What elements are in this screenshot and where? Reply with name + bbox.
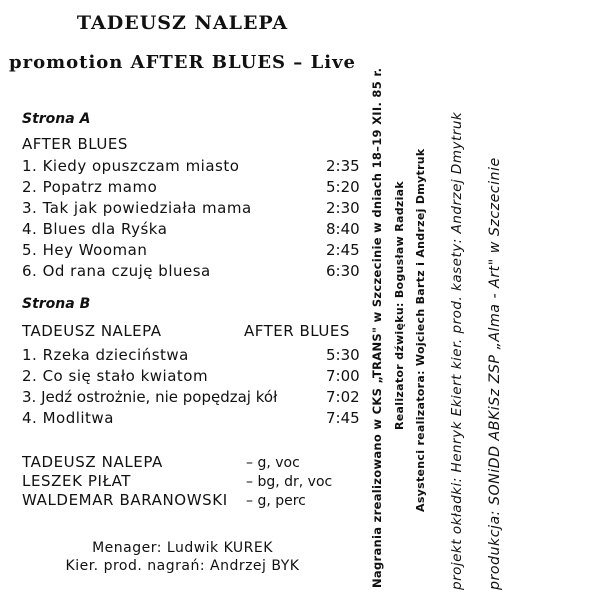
- side-a-band: AFTER BLUES: [22, 135, 128, 153]
- side-a-track-2: 2. Popatrz mamo: [22, 178, 158, 196]
- musician-3-name: WALDEMAR BARANOWSKI: [22, 491, 228, 509]
- side-a-track-5-duration: 2:45: [326, 241, 360, 259]
- musician-1-name: TADEUSZ NALEPA: [22, 453, 163, 471]
- side-a-track-4: 4. Blues dla Ryśka: [22, 220, 168, 238]
- musician-2-role: – bg, dr, voc: [246, 474, 333, 490]
- album-subtitle: promotion AFTER BLUES – Live: [9, 52, 356, 73]
- side-a-track-3-duration: 2:30: [326, 199, 360, 217]
- side-b-track-1: 1. Rzeka dzieciństwa: [22, 346, 189, 364]
- side-a-track-1-duration: 2:35: [326, 157, 360, 175]
- side-b-track-2: 2. Co się stało kwiatom: [22, 367, 209, 385]
- musician-1-role: – g, voc: [246, 455, 300, 471]
- side-b-track-4-duration: 7:45: [326, 409, 360, 427]
- side-a-track-2-duration: 5:20: [326, 178, 360, 196]
- spine-cover-design: projekt okładki: Henryk Ekiert kier. prod. kasety: Andrzej Dmytruk: [449, 111, 465, 590]
- artist-title: TADEUSZ NALEPA: [76, 12, 289, 34]
- side-b-track-3-duration: 7:02: [326, 388, 360, 406]
- side-b-track-2-duration: 7:00: [326, 367, 360, 385]
- side-a-label: Strona A: [22, 111, 91, 127]
- side-b-track-3: 3. Jedź ostrożnie, nie popędzaj kół: [22, 388, 278, 406]
- spine-assistants: Asystenci realizatora: Wojciech Bartz i Andrzej Dmytruk: [414, 148, 427, 512]
- side-a-track-1: 1. Kiedy opuszczam miasto: [22, 157, 240, 175]
- side-b-label: Strona B: [22, 296, 91, 312]
- side-a-track-6-duration: 6:30: [326, 262, 360, 280]
- musician-2-name: LESZEK PIŁAT: [22, 472, 132, 490]
- side-a-track-3: 3. Tak jak powiedziała mama: [22, 199, 252, 217]
- side-b-track-4: 4. Modlitwa: [22, 409, 114, 427]
- musician-3-role: – g, perc: [246, 493, 306, 509]
- spine-recording-info: Nagrania zrealizowano w CKS „TRANS" w Szczecinie w dniach 18–19 XII. 85 r.: [370, 67, 384, 588]
- producer-credit: Kier. prod. nagrań: Andrzej BYK: [65, 558, 300, 574]
- manager-credit: Menager: Ludwik KUREK: [92, 540, 273, 556]
- side-a-track-6: 6. Od rana czuję bluesa: [22, 262, 211, 280]
- side-a-track-4-duration: 8:40: [326, 220, 360, 238]
- spine-production: produkcja: SONiDD ABKiSz ZSP „Alma - Art" w Szczecinie: [487, 157, 503, 590]
- spine-sound-engineer: Realizator dźwięku: Bogusław Radziak: [393, 180, 406, 430]
- side-b-band: AFTER BLUES: [244, 322, 350, 340]
- side-b-artist: TADEUSZ NALEPA: [22, 322, 162, 340]
- side-b-track-1-duration: 5:30: [326, 346, 360, 364]
- side-a-track-5: 5. Hey Wooman: [22, 241, 148, 259]
